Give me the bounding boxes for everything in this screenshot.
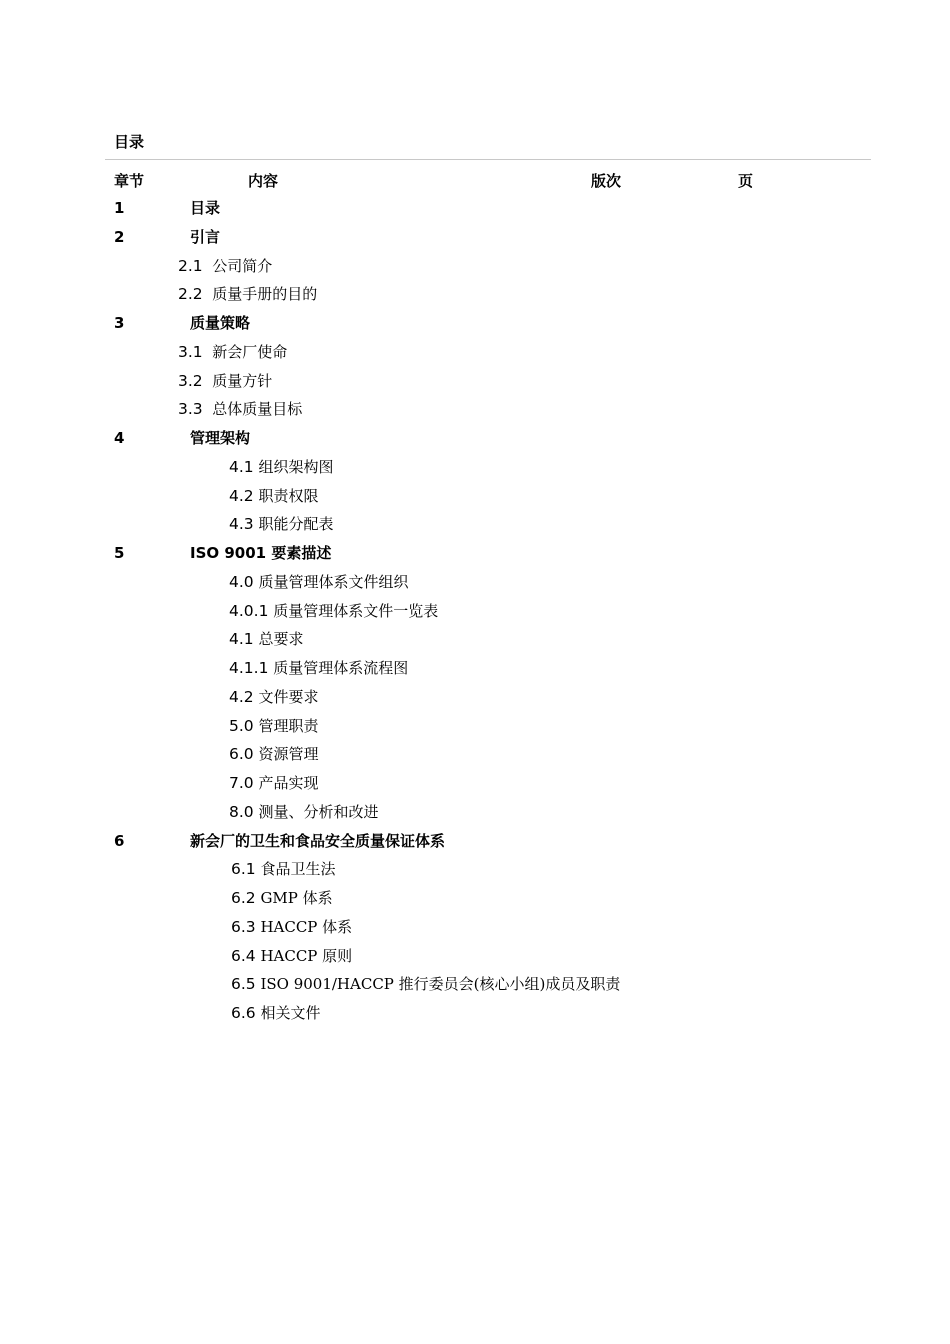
item-text: GMP 体系 <box>260 889 333 907</box>
item-text: 公司简介 <box>212 256 273 275</box>
section-title: 目录 <box>190 199 221 217</box>
item-text: 文件要求 <box>258 687 319 706</box>
item-text: 食品卫生法 <box>260 860 336 879</box>
item-number: 6.1 <box>231 860 256 879</box>
item-number: 4.1.1 <box>229 659 269 677</box>
item-number: 6.2 <box>231 889 256 907</box>
item-text: 质量管理体系文件组织 <box>258 572 409 591</box>
section-number: 1 <box>114 199 125 217</box>
item-text: 资源管理 <box>258 745 319 764</box>
item-number: 6.4 <box>231 946 256 965</box>
item-number: 8.0 <box>229 802 254 821</box>
item-number: 3.3 <box>178 400 203 419</box>
header-content: 内容 <box>248 172 279 190</box>
item-number: 7.0 <box>229 774 254 792</box>
item-number: 4.1 <box>229 630 254 649</box>
item-number: 6.6 <box>231 1004 256 1022</box>
item-text: 质量手册的目的 <box>212 285 318 304</box>
section-number: 3 <box>114 314 125 332</box>
item-text: 质量管理体系流程图 <box>273 659 409 677</box>
header-page: 页 <box>738 172 754 190</box>
section-number: 4 <box>114 429 125 447</box>
item-text: 质量管理体系文件一览表 <box>273 601 439 620</box>
section-title: 管理架构 <box>190 429 251 447</box>
item-number: 4.2 <box>229 486 254 505</box>
item-number: 6.0 <box>229 745 254 764</box>
item-number: 5.0 <box>229 716 254 735</box>
section-number: 5 <box>114 544 125 562</box>
section-title: 引言 <box>190 227 221 246</box>
header-version: 版次 <box>591 172 622 190</box>
page-title: 目录 <box>114 133 145 151</box>
item-number: 3.1 <box>178 342 203 361</box>
item-text: HACCP 原则 <box>260 946 353 965</box>
item-text: 总体质量目标 <box>212 400 303 419</box>
item-number: 4.0 <box>229 572 254 591</box>
item-number: 4.2 <box>229 687 254 706</box>
section-number: 6 <box>114 831 125 850</box>
item-text: 组织架构图 <box>258 457 334 476</box>
item-number: 4.0.1 <box>229 601 269 620</box>
section-number: 2 <box>114 227 125 246</box>
section-title: 新会厂的卫生和食品安全质量保证体系 <box>190 831 446 850</box>
item-text: 产品实现 <box>258 774 319 792</box>
section-title: 质量策略 <box>190 314 251 332</box>
title-divider <box>105 159 871 160</box>
item-text: 新会厂使命 <box>212 342 288 361</box>
item-number: 4.3 <box>229 515 254 534</box>
item-number: 6.5 <box>231 975 256 994</box>
item-text: 管理职责 <box>258 716 319 735</box>
item-text: 职能分配表 <box>258 515 334 534</box>
header-chapter: 章节 <box>114 172 145 190</box>
item-text: 测量、分析和改进 <box>258 802 379 821</box>
item-text: ISO 9001/HACCP 推行委员会(核心小组)成员及职责 <box>260 975 621 994</box>
item-text: HACCP 体系 <box>260 917 353 936</box>
item-text: 职责权限 <box>258 486 319 505</box>
item-number: 2.2 <box>178 285 203 304</box>
item-number: 3.2 <box>178 371 203 390</box>
item-text: 总要求 <box>258 630 304 649</box>
section-title: ISO 9001 要素描述 <box>190 544 332 562</box>
item-number: 2.1 <box>178 256 203 275</box>
item-number: 4.1 <box>229 457 254 476</box>
item-number: 6.3 <box>231 917 256 936</box>
item-text: 相关文件 <box>260 1004 321 1022</box>
item-text: 质量方针 <box>212 371 273 390</box>
